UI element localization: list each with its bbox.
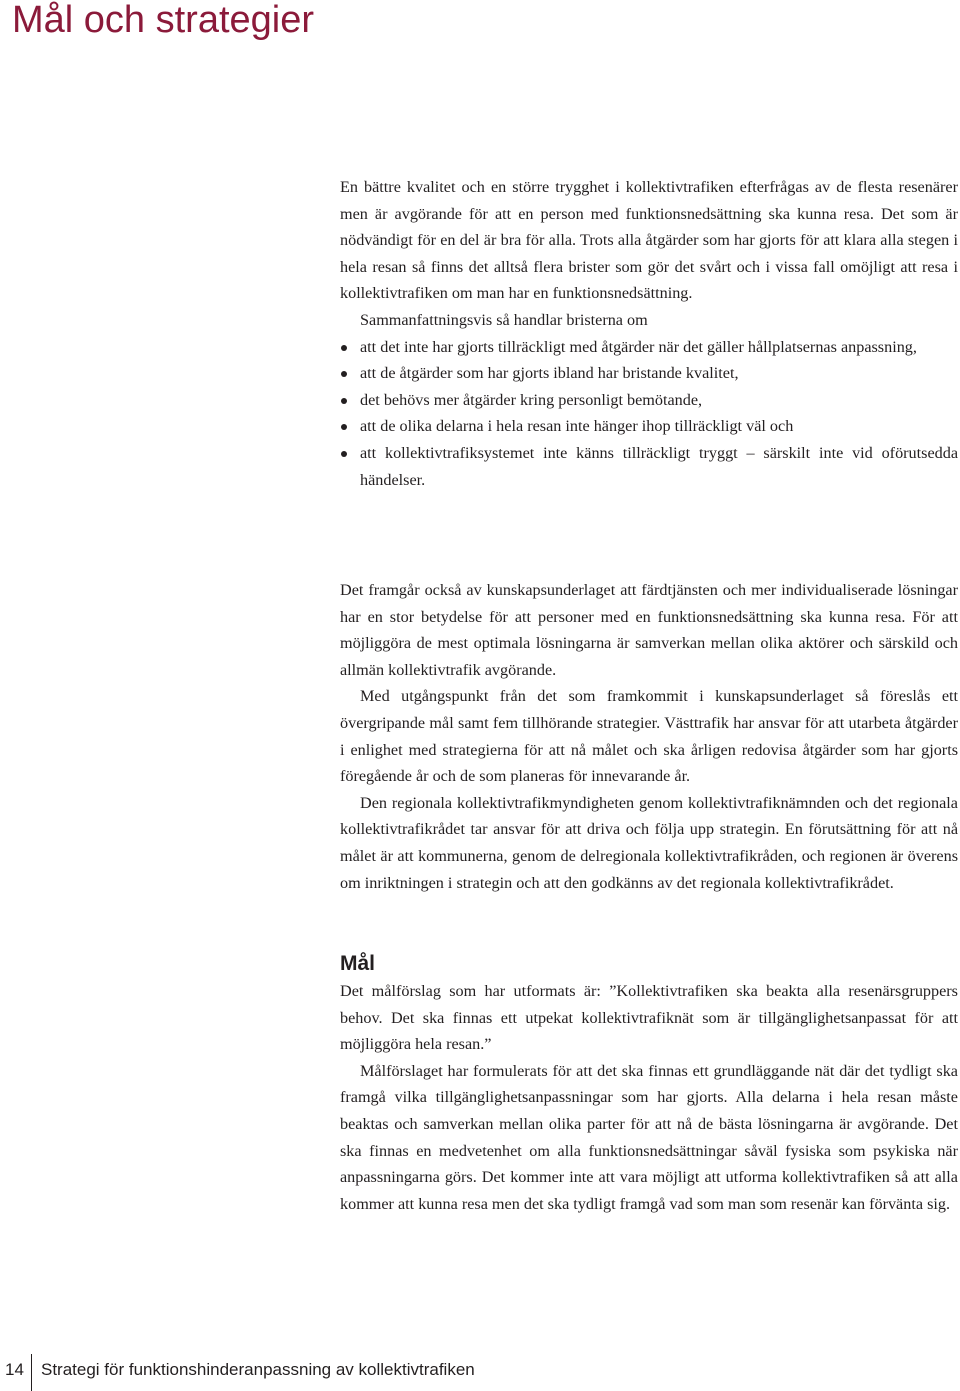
list-item: att kollektivtrafiksystemet inte känns tillräckligt tryggt – särskilt inte vid oförutsedda händelser. — [340, 440, 958, 493]
document-title: Strategi för funktionshinderanpassning av kollektivtrafiken — [41, 1360, 475, 1379]
page-footer — [0, 1354, 960, 1391]
bullet-icon — [341, 371, 347, 377]
page-title: Mål och strategier — [12, 0, 315, 41]
bullet-icon — [341, 424, 347, 430]
list-item: att de åtgärder som har gjorts ibland har bristande kvalitet, — [340, 360, 958, 387]
list-item: det behövs mer åtgärder kring personligt bemötande, — [340, 387, 958, 414]
bullets-intro: Sammanfattningsvis så handlar bristerna om — [360, 310, 648, 329]
bullet-icon — [341, 398, 347, 404]
strategy-section — [340, 577, 958, 896]
summary-section — [340, 174, 958, 493]
footer-divider — [31, 1354, 32, 1391]
list-item: att det inte har gjorts tillräckligt med åtgärder när det gäller hållplatsernas anpassning, — [340, 334, 958, 361]
paragraph: Den regionala kollektivtrafikmyndigheten genom kollektivtrafiknämnden och det regionala kollektivtrafikrådet tar ansvar för att driva och följa upp strategin. En förutsättning för att nå målet är att kommunerna, genom de delregionala kollektivtrafikråden, och regionen är överens om inriktningen i strategin och att den godkänns av det regionala kollektivtrafikrådet. — [340, 793, 958, 892]
paragraph: Målförslaget har formulerats för att det ska finnas ett grundläggande nät där det tydligt ska framgå vilka tillgänglighetsanpassningar som har gjorts. Alla delarna i hela resan måste beaktas och samverkan mellan olika parter för att nå de bästa lösningarna är avgörande. Det ska finnas en medvetenhet om alla funktionsnedsättningar såväl fysiska som psykiska när anpassningarna görs. Det kommer inte att vara möjligt att utforma kollektivtrafiken så att alla kommer att kunna resa men det ska tydligt framgå vad som man som resenär kan förvänta sig. — [340, 1061, 958, 1213]
goal-section — [340, 950, 958, 1217]
list-item: att de olika delarna i hela resan inte hänger ihop tillräckligt väl och — [340, 413, 958, 440]
page-number: 14 — [5, 1360, 24, 1379]
paragraph: Med utgångspunkt från det som framkommit i kunskapsunderlaget så föreslås ett övergripande mål samt fem tillhörande strategier. Västtrafik har ansvar för att utarbeta åtgärder i enlighet med strategierna för att nå målet och ska årligen redovisa åtgärder som har gjorts föregående år och de som planeras för innevarande år. — [340, 687, 958, 786]
intro-paragraph: En bättre kvalitet och en större trygghet i kollektivtrafiken efterfrågas av de flesta resenärer men är avgörande för att en person med funktionsnedsättning ska kunna resa. Det som är nödvändigt för en del är bra för alla. Trots alla åtgärder som har gjorts för att klara alla stegen i hela resan så finns det alltså flera brister som gör det svårt och i vissa fall omöjligt att resa i kollektivtrafiken om man har en funktionsnedsättning. — [340, 178, 958, 303]
bullet-icon — [341, 345, 347, 351]
paragraph: Det målförslag som har utformats är: ”Kollektivtrafiken ska beakta alla resenärsgruppers behov. Det ska finnas ett utpekat kollektivtrafiknät som är tillgänglighetsanpassat för att möjliggöra hela resan.” — [340, 982, 958, 1054]
deficiency-list — [340, 334, 958, 494]
bullet-icon — [341, 451, 347, 457]
section-heading: Mål — [340, 952, 376, 975]
paragraph: Det framgår också av kunskapsunderlaget att färdtjänsten och mer individualiserade lösningar har en stor betydelse för att personer med en funktionsnedsättning ska kunna resa. För att möjliggöra de mest optimala lösningarna är samverkan mellan olika aktörer och särskild och allmän kollektivtrafik avgörande. — [340, 581, 958, 679]
